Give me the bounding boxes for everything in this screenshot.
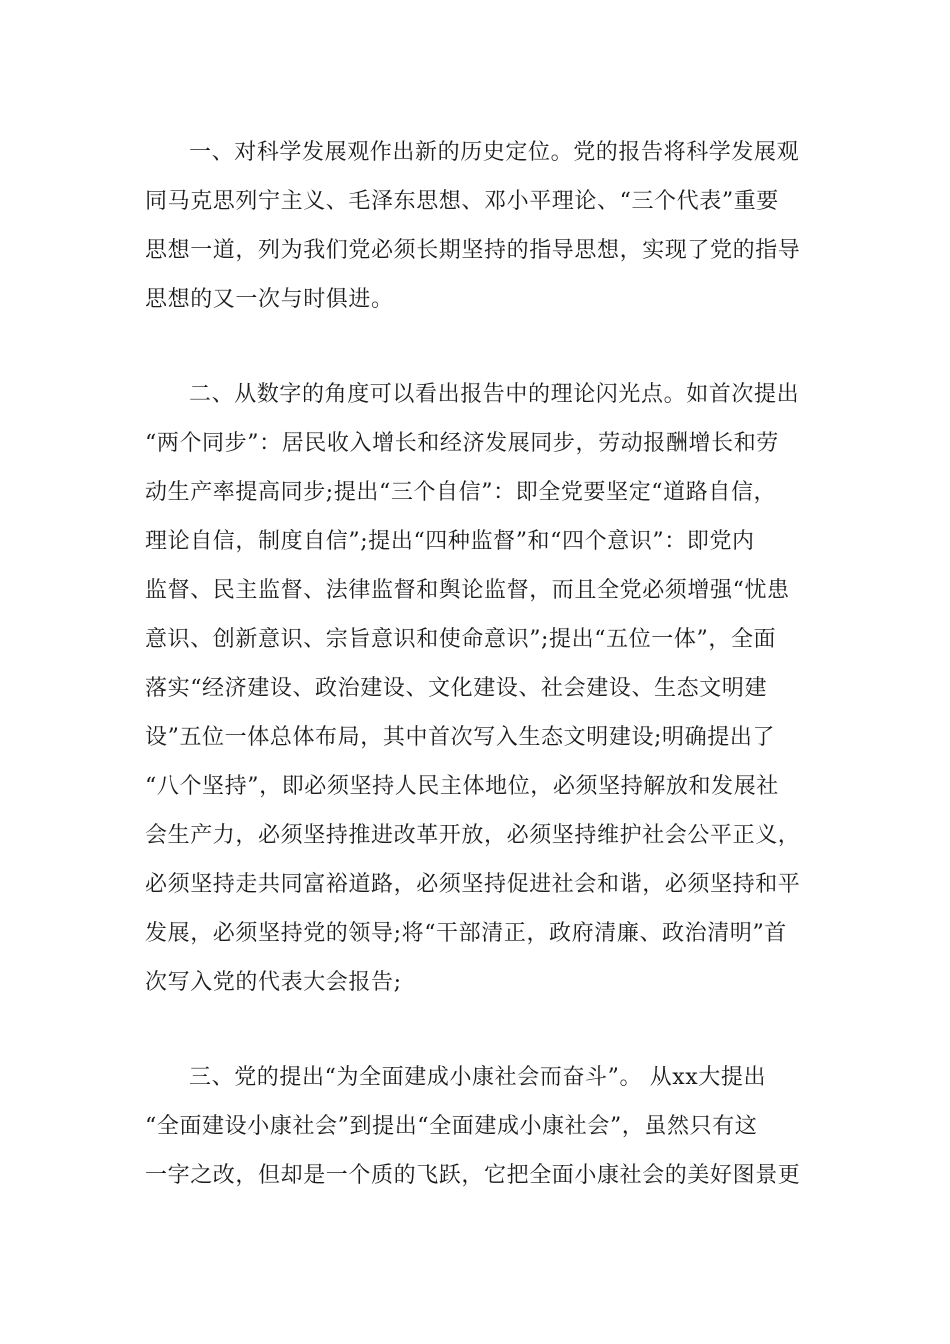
paragraph-line: 一、对科学发展观作出新的历史定位。党的报告将科学发展观 <box>189 140 800 165</box>
paragraph-line: 一字之改，但却是一个质的飞跃，它把全面小康社会的美好图景更 <box>145 1163 801 1188</box>
paragraph-line: 次写入党的代表大会报告; <box>145 970 402 995</box>
paragraph-line: 二、从数字的角度可以看出报告中的理论闪光点。如首次提出 <box>189 382 800 407</box>
paragraph-line: 三、党的提出“为全面建成小康社会而奋斗”。 从xx大提出 <box>189 1065 767 1090</box>
document-body <box>145 128 805 1200</box>
paragraph-gap <box>145 1007 805 1053</box>
paragraph-line: 同马克思列宁主义、毛泽东思想、邓小平理论、“三个代表”重要 <box>145 189 779 214</box>
paragraph-2 <box>145 370 805 1007</box>
paragraph-line: 会生产力，必须坚持推进改革开放，必须坚持维护社会公平正义， <box>145 823 801 848</box>
paragraph-line: 思想的又一次与时俱进。 <box>145 287 394 312</box>
paragraph-line: “两个同步”：居民收入增长和经济发展同步，劳动报酬增长和劳 <box>145 431 779 456</box>
paragraph-3 <box>145 1053 805 1200</box>
paragraph-line: 发展，必须坚持党的领导;将“干部清正，政府清廉、政治清明”首 <box>145 921 787 946</box>
paragraph-line: 必须坚持走共同富裕道路，必须坚持促进社会和谐，必须坚持和平 <box>145 872 801 897</box>
paragraph-line: 监督、民主监督、法律监督和舆论监督，而且全党必须增强“忧患 <box>145 578 790 603</box>
paragraph-line: 理论自信，制度自信”;提出“四种监督”和“四个意识”：即党内 <box>145 529 755 554</box>
paragraph-line: 设”五位一体总体布局，其中首次写入生态文明建设;明确提出了 <box>145 725 776 750</box>
paragraph-1 <box>145 128 805 324</box>
paragraph-line: 动生产率提高同步;提出“三个自信”：即全党要坚定“道路自信， <box>145 480 777 505</box>
paragraph-line: 落实“经济建设、政治建设、文化建设、社会建设、生态文明建 <box>145 676 768 701</box>
paragraph-line: 意识、创新意识、宗旨意识和使命意识”;提出“五位一体”，全面 <box>145 627 777 652</box>
paragraph-line: 思想一道，列为我们党必须长期坚持的指导思想，实现了党的指导 <box>145 238 801 263</box>
paragraph-line: “八个坚持”，即必须坚持人民主体地位，必须坚持解放和发展社 <box>145 774 779 799</box>
paragraph-line: “全面建设小康社会”到提出“全面建成小康社会”，虽然只有这 <box>145 1114 758 1139</box>
paragraph-gap <box>145 324 805 370</box>
